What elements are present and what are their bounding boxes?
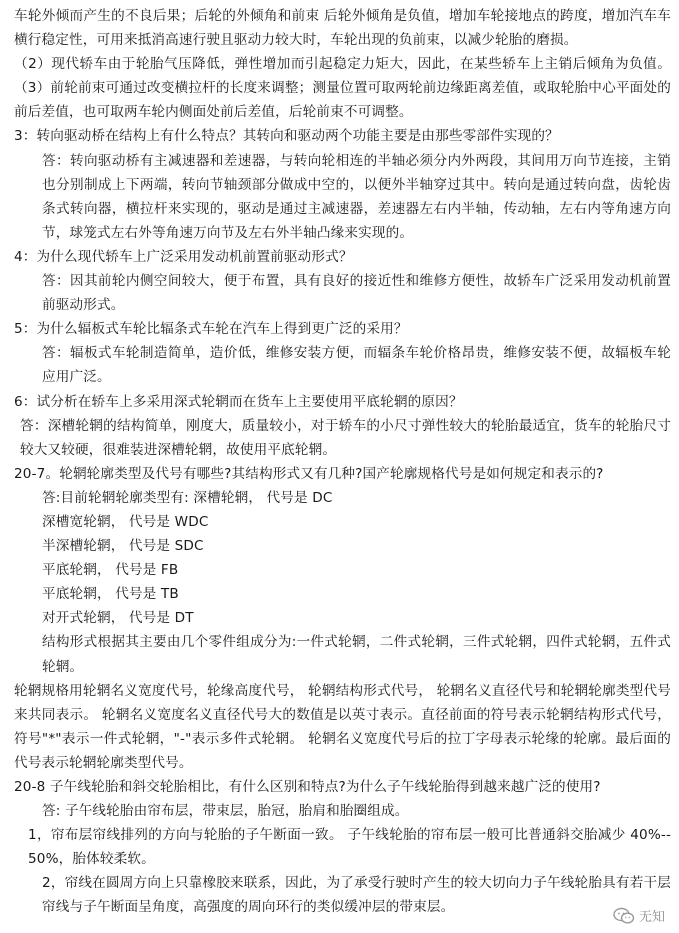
- rim-type-dc: 答:目前轮辋轮廓类型有: 深槽轮辋， 代号是 DC: [42, 489, 333, 506]
- rim-type-sdc: 半深槽轮辋， 代号是 SDC: [42, 538, 204, 555]
- answer-20-8: 答: 子午线轮胎由帘布层，带束层，胎冠，胎肩和胎圈组成。: [42, 803, 409, 820]
- rim-type-tb: 平底轮辋， 代号是 TB: [42, 586, 179, 603]
- rim-spec-description: 轮辋规格用轮辋名义宽度代号，轮缘高度代号， 轮辋结构形式代号， 轮辋名义直径代号和轮辋轮廓类型代号来共同表示。 轮辋名义宽度名义直径代号大的数值是以英寸表示。直径前面的符号表示轮辋结构形式代号，符号"*"表示一件式轮辋，"-"表示多件式轮辋。 轮辋名义宽度代号后的拉丁字母表示轮缘的轮廓。最后面的代号表示轮辋轮廓类型代号。: [14, 682, 671, 771]
- question-20-7: 20-7。轮辋轮廓类型及代号有哪些?其结构形式又有几种?国产轮廓规格代号是如何规定和表示的?: [14, 465, 604, 482]
- answer-6: 答：深槽轮辋的结构简单，刚度大，质量较小，对于轿车的小尺寸弹性较大的轮胎最适宜，货车的轮胎尺寸较大又较硬，很难装进深槽轮辋，故使用平底轮辋。: [20, 417, 671, 458]
- paragraph-rear-camber: 车轮外倾而产生的不良后果；后轮的外倾角和前束 后轮外倾角是负值，增加车轮接地点的跨度，增加汽车车横行稳定性，可用来抵消高速行驶且驱动力较大时，车轮出现的负前束，以减少轮胎的磨损。: [14, 8, 671, 49]
- answer-20-8-point-1: 1，帘布层帘线排列的方向与轮胎的子午断面一致。 子午线轮胎的帘布层一般可比普通斜交胎减少 40%--50%，胎体较柔软。: [28, 827, 671, 868]
- question-6: 6：试分析在轿车上多采用深式轮辋而在货车上主要使用平底轮辋的原因？: [14, 393, 463, 410]
- question-20-8: 20-8 子午线轮胎和斜交轮胎相比，有什么区别和特点?为什么子午线轮胎得到越来越广泛的使用?: [14, 779, 601, 795]
- rim-structure-forms: 结构形式根据其主要由几个零件组成分为:一件式轮辋，二件式轮辋，三件式轮辋，四件式轮辋，五件式轮辋。: [42, 634, 671, 675]
- answer-20-8-point-2: 2，帘线在圆周方向上只靠橡胶来联系，因此，为了承受行驶时产生的较大切向力子午线轮胎具有若干层帘线与子午断面呈角度，高强度的周向环行的类似缓冲层的带束层。: [42, 875, 671, 916]
- question-4: 4：为什么现代轿车上广泛采用发动机前置前驱动形式？: [14, 248, 353, 265]
- answer-3: 答：转向驱动桥有主减速器和差速器，与转向轮相连的半轴必须分内外两段，其间用万向节连接，主销也分别制成上下两端，转向节轴颈部分做成中空的，以便外半轴穿过其中。转向是通过转向盘，齿轮齿条式转向器，横拉杆来实现的，驱动是通过主减速器，差速器左右内半轴，传动轴，左右内等角速方向节，球笼式左右外等角速万向节及左右外半轴凸缘来实现的。: [42, 152, 671, 241]
- answer-4: 答：因其前轮内侧空间较大，便于布置，具有良好的接近性和维修方便性，故轿车广泛采用发动机前置前驱动形式。: [42, 273, 671, 314]
- question-5: 5：为什么辐板式车轮比辐条式车轮在汽车上得到更广泛的采用？: [14, 321, 408, 338]
- watermark-text: 无知: [638, 910, 665, 925]
- rim-type-wdc: 深槽宽轮辋， 代号是 WDC: [42, 513, 209, 530]
- wechat-icon: [613, 907, 635, 925]
- rim-type-fb: 平底轮辋， 代号是 FB: [42, 562, 179, 579]
- rim-type-dt: 对开式轮辋， 代号是 DT: [42, 610, 194, 627]
- answer-5: 答：辐板式车轮制造简单，造价低，维修安装方便，而辐条车轮价格昂贵，维修安装不便，故辐板车轮应用广泛。: [42, 345, 671, 386]
- watermark: [613, 906, 665, 925]
- paragraph-caster-toe: （2）现代轿车由于轮胎气压降低，弹性增加而引起稳定力矩大，因此，在某些轿车上主销后倾角为负值。（3）前轮前束可通过改变横拉杆的长度来调整；测量位置可取两轮前边缘距离差值，或取轮胎中心平面处的前后差值，也可取两车轮内侧面处前后差值，后轮前束不可调整。: [14, 56, 671, 121]
- question-3: 3：转向驱动桥在结构上有什么特点？其转向和驱动两个功能主要是由那些零部件实现的？: [14, 128, 559, 145]
